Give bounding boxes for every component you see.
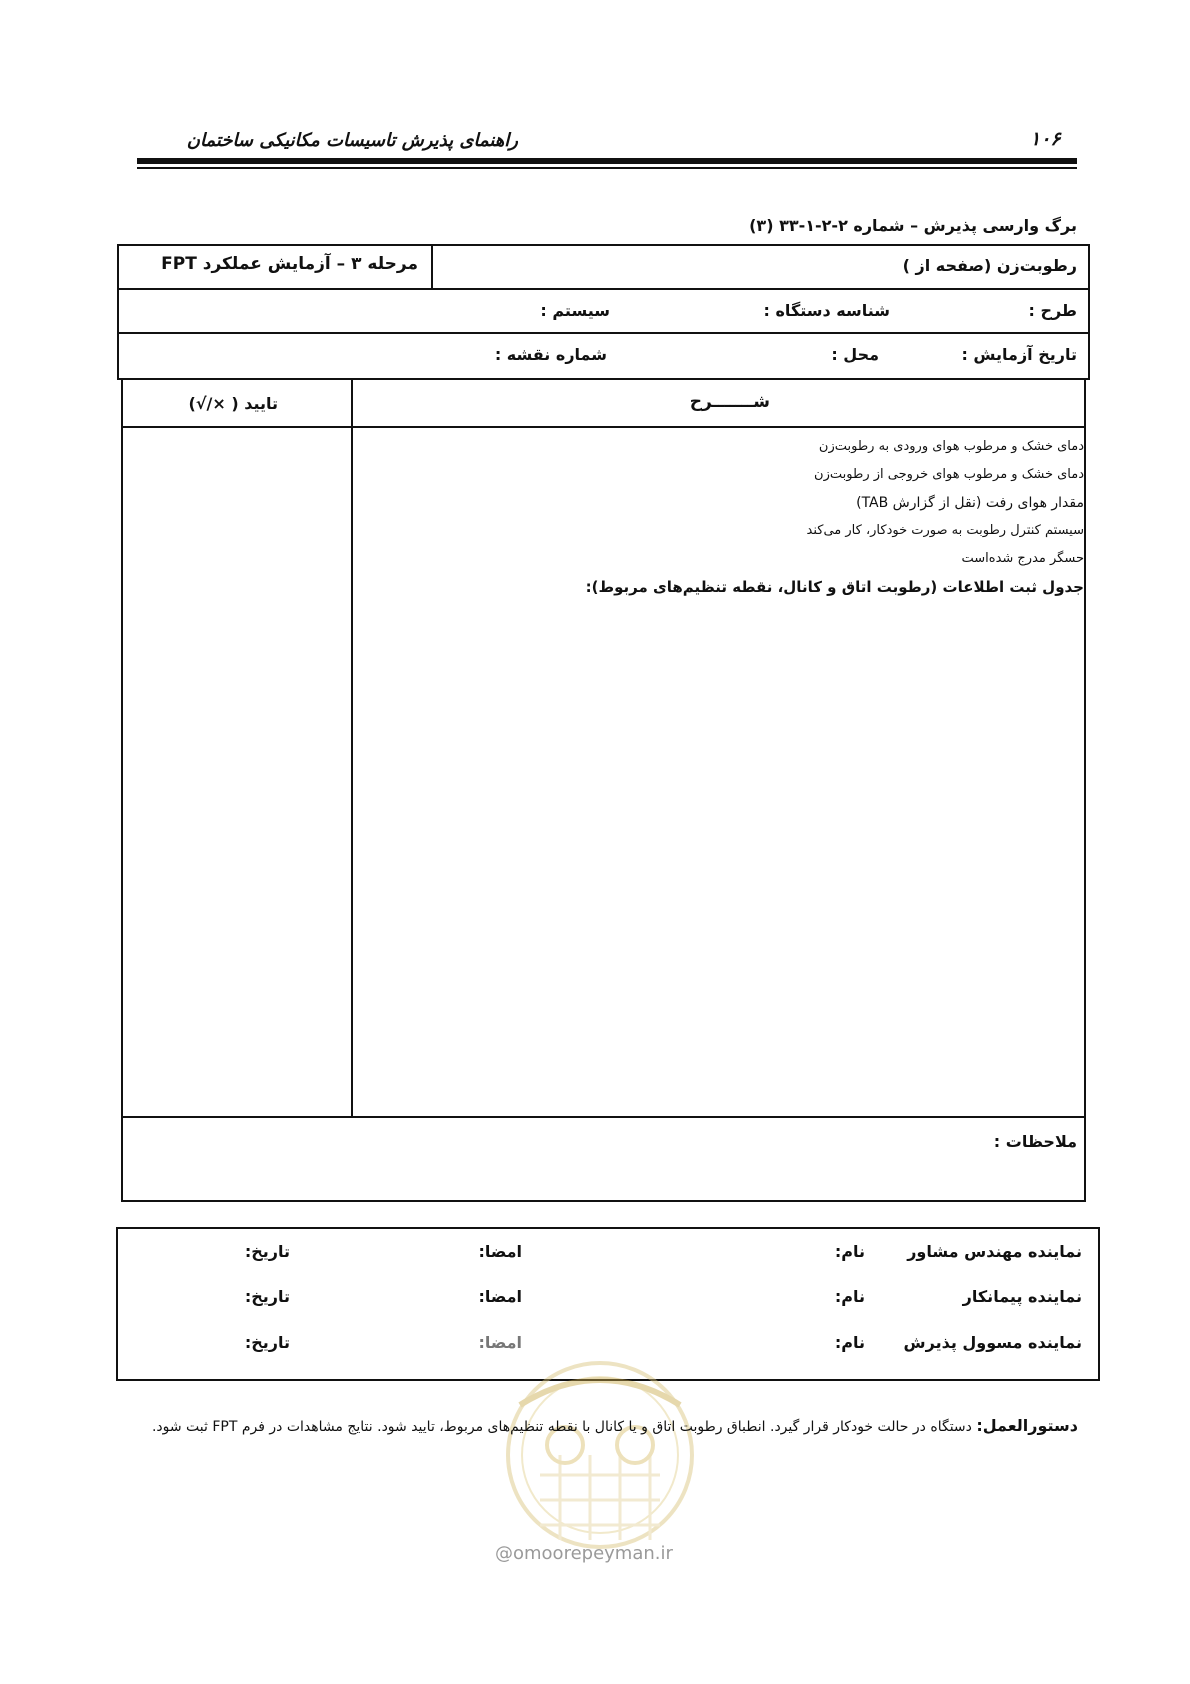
table-divider (351, 380, 353, 1117)
checklist-item: مقدار هوای رفت (نقل از گزارش TAB) (856, 495, 1084, 511)
project-label: طرح : (1028, 301, 1077, 320)
approval-header: تایید ( ×/√) (188, 394, 278, 413)
instruction-text: دستگاه در حالت خودکار قرار گیرد. انطباق رطوبت اتاق و یا کانال با نقطه تنظیم‌های مربوط، تایید شود. نتایج مشاهدات در فرم FPT ثبت شود. (151, 1419, 977, 1435)
device-title: رطوبت‌زن (صفحه از ) (902, 256, 1077, 275)
form-title: برگ وارسی پذیرش – شماره ۲-۲-۱-۳۳ (۳) (749, 216, 1077, 235)
signatory-contractor: نماینده پیمانکار (962, 1287, 1082, 1306)
table-divider (431, 244, 433, 288)
data-table-note: جدول ثبت اطلاعات (رطوبت اتاق و کانال، نقطه تنظیم‌های مربوط): (585, 578, 1084, 596)
table-divider (117, 288, 1090, 290)
checklist-item: حسگر مدرج شده‌است (961, 551, 1084, 566)
header-rule (137, 158, 1077, 164)
instruction-label: دستورالعمل: (976, 1416, 1078, 1435)
description-header: شـــــــرح (689, 392, 770, 412)
checklist (384, 433, 1084, 601)
checklist-item: دمای خشک و مرطوب هوای خروجی از رطوبت‌زن (814, 467, 1084, 482)
system-label: سیستم : (540, 301, 610, 320)
table-divider (117, 332, 1090, 334)
watermark-url: @omoorepeyman.ir (495, 1543, 673, 1564)
signatory-consultant: نماینده مهندس مشاور (907, 1242, 1082, 1261)
checklist-item: سیستم کنترل رطوبت به صورت خودکار، کار می‌کند (806, 523, 1084, 538)
notes-label: ملاحظات : (993, 1132, 1077, 1151)
checklist-item: دمای خشک و مرطوب هوای ورودی به رطوبت‌زن (818, 439, 1084, 454)
date-label: تاریخ: (244, 1242, 290, 1261)
sign-label: امضا: (478, 1333, 522, 1352)
name-label: نام: (834, 1242, 865, 1261)
name-label: نام: (834, 1333, 865, 1352)
table-divider (121, 426, 1086, 428)
sign-label: امضا: (478, 1287, 522, 1306)
drawing-number-label: شماره نقشه : (494, 345, 607, 364)
page-number: ۱۰۶ (1030, 128, 1061, 150)
watermark-seal-icon (480, 1335, 720, 1565)
name-label: نام: (834, 1287, 865, 1306)
signatory-acceptance: نماینده مسوول پذیرش (903, 1333, 1082, 1352)
device-id-label: شناسه دستگاه : (763, 301, 890, 320)
stage-title: مرحله ۳ – آزمایش عملکرد FPT (161, 254, 418, 274)
date-label: تاریخ: (244, 1333, 290, 1352)
book-title: راهنمای پذیرش تاسیسات مکانیکی ساختمان (186, 130, 518, 151)
test-date-label: تاریخ آزمایش : (961, 345, 1077, 364)
instruction-paragraph (138, 1410, 1078, 1443)
table-divider (121, 1116, 1086, 1118)
date-label: تاریخ: (244, 1287, 290, 1306)
location-label: محل : (831, 345, 879, 364)
sign-label: امضا: (478, 1242, 522, 1261)
header-rule-thin (137, 167, 1077, 169)
